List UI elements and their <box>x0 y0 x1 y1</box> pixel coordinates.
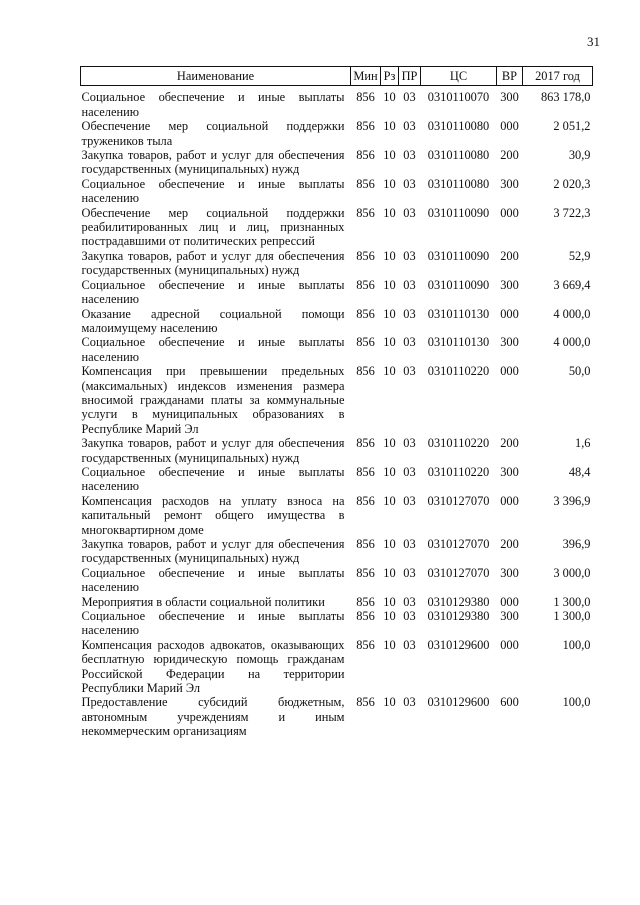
row-vr: 300 <box>500 90 519 105</box>
row-cs: 0310110220 <box>427 436 490 451</box>
row-vr: 300 <box>500 565 519 580</box>
row-amount: 100,0 <box>562 695 591 710</box>
row-name: Обеспечение мер социальной поддержки реабилитированных лиц и лиц, признанных пострадавшими от политических репрессий <box>81 205 345 249</box>
row-rz: 10 <box>383 637 396 652</box>
row-amount: 3 722,3 <box>553 205 591 220</box>
row-name: Социальное обеспечение и иные выплаты населению <box>81 90 345 119</box>
row-rz: 10 <box>383 594 396 609</box>
table-row <box>81 86 593 119</box>
page-number: 31 <box>587 34 600 49</box>
row-name: Социальное обеспечение и иные выплаты населению <box>81 335 345 364</box>
header-pr: ПР <box>399 67 421 86</box>
row-min: 856 <box>356 637 375 652</box>
row-vr: 200 <box>500 248 519 263</box>
row-pr: 03 <box>403 277 416 292</box>
row-name: Компенсация расходов на уплату взноса на капитальный ремонт общего имущества в многоквартирном доме <box>81 493 345 537</box>
row-min: 856 <box>356 248 375 263</box>
row-amount: 1,6 <box>575 436 591 451</box>
row-cs: 0310127070 <box>427 565 490 580</box>
row-vr: 300 <box>500 609 519 624</box>
header-rz: Рз <box>381 67 399 86</box>
row-min: 856 <box>356 609 375 624</box>
row-min: 856 <box>356 364 375 379</box>
table-row <box>81 249 593 278</box>
row-name: Социальное обеспечение и иные выплаты населению <box>81 176 345 206</box>
row-name: Закупка товаров, работ и услуг для обеспечения государственных (муниципальных) нужд <box>81 436 345 465</box>
table-row <box>81 206 593 249</box>
row-pr: 03 <box>403 335 416 350</box>
row-name: Социальное обеспечение и иные выплаты населению <box>81 609 345 638</box>
header-min: Мин <box>351 67 381 86</box>
row-vr: 000 <box>500 119 519 134</box>
table-row <box>81 436 593 465</box>
row-rz: 10 <box>383 119 396 134</box>
row-rz: 10 <box>383 248 396 263</box>
row-cs: 0310129600 <box>427 695 490 710</box>
row-pr: 03 <box>403 565 416 580</box>
row-pr: 03 <box>403 637 416 652</box>
table-row <box>81 537 593 566</box>
row-cs: 0310110220 <box>427 364 490 379</box>
row-rz: 10 <box>383 90 396 105</box>
row-rz: 10 <box>383 176 396 191</box>
table-row <box>81 566 593 595</box>
row-vr: 200 <box>500 148 519 163</box>
row-amount: 50,0 <box>568 364 591 379</box>
table-row <box>81 364 593 436</box>
table-row <box>81 307 593 336</box>
row-min: 856 <box>356 335 375 350</box>
row-rz: 10 <box>383 364 396 379</box>
row-min: 856 <box>356 565 375 580</box>
row-min: 856 <box>356 176 375 191</box>
row-min: 856 <box>356 90 375 105</box>
table-row <box>81 609 593 638</box>
row-amount: 100,0 <box>562 637 591 652</box>
row-min: 856 <box>356 148 375 163</box>
row-name: Предоставление субсидий бюджетным, автономным учреждениям и иным некоммерческим организациям <box>81 695 345 739</box>
row-vr: 600 <box>500 695 519 710</box>
row-vr: 300 <box>500 176 519 191</box>
row-name: Обеспечение мер социальной поддержки тружеников тыла <box>81 119 345 148</box>
row-min: 856 <box>356 537 375 551</box>
row-amount: 3 669,4 <box>553 277 591 292</box>
row-amount: 1 300,0 <box>553 609 591 624</box>
row-vr: 000 <box>500 637 519 652</box>
row-vr: 300 <box>500 464 519 479</box>
row-amount: 30,9 <box>568 148 591 163</box>
row-vr: 000 <box>500 306 519 321</box>
row-rz: 10 <box>383 205 396 220</box>
row-pr: 03 <box>403 436 416 451</box>
row-min: 856 <box>356 695 375 710</box>
row-pr: 03 <box>403 119 416 134</box>
row-name: Компенсация расходов адвокатов, оказывающих бесплатную юридическую помощь гражданам Российской Федерации на территории Республики Марий Эл <box>81 637 345 696</box>
row-name: Социальное обеспечение и иные выплаты населению <box>81 464 345 494</box>
row-cs: 0310110080 <box>427 119 490 134</box>
row-cs: 0310110090 <box>427 205 490 220</box>
row-pr: 03 <box>403 90 416 105</box>
row-vr: 300 <box>500 335 519 350</box>
row-cs: 0310129380 <box>427 594 490 609</box>
row-vr: 200 <box>500 436 519 451</box>
row-rz: 10 <box>383 436 396 451</box>
row-cs: 0310129600 <box>427 637 490 652</box>
table-row <box>81 638 593 696</box>
row-min: 856 <box>356 306 375 321</box>
row-amount: 2 020,3 <box>553 176 591 191</box>
row-cs: 0310110090 <box>427 277 490 292</box>
row-pr: 03 <box>403 695 416 710</box>
row-name: Мероприятия в области социальной политики <box>81 594 325 609</box>
table-row <box>81 335 593 364</box>
table-row <box>81 494 593 537</box>
row-cs: 0310110090 <box>427 248 490 263</box>
row-rz: 10 <box>383 537 396 551</box>
row-vr: 000 <box>500 364 519 379</box>
table-body <box>81 86 593 739</box>
row-pr: 03 <box>403 464 416 479</box>
row-min: 856 <box>356 277 375 292</box>
row-name: Социальное обеспечение и иные выплаты населению <box>81 565 345 595</box>
row-pr: 03 <box>403 493 416 508</box>
row-cs: 0310110220 <box>427 464 490 479</box>
row-rz: 10 <box>383 306 396 321</box>
row-cs: 0310110080 <box>427 148 490 163</box>
row-amount: 4 000,0 <box>553 306 591 321</box>
row-pr: 03 <box>403 609 416 624</box>
row-rz: 10 <box>383 565 396 580</box>
row-vr: 000 <box>500 493 519 508</box>
row-amount: 52,9 <box>568 248 591 263</box>
table-row <box>81 148 593 177</box>
row-pr: 03 <box>403 594 416 609</box>
row-rz: 10 <box>383 493 396 508</box>
row-amount: 1 300,0 <box>553 594 591 609</box>
row-pr: 03 <box>403 248 416 263</box>
row-pr: 03 <box>403 205 416 220</box>
row-rz: 10 <box>383 695 396 710</box>
row-vr: 200 <box>500 537 519 551</box>
row-vr: 000 <box>500 205 519 220</box>
row-cs: 0310110070 <box>427 90 490 105</box>
row-pr: 03 <box>403 176 416 191</box>
header-vr: ВР <box>497 67 523 86</box>
row-cs: 0310110080 <box>427 176 490 191</box>
row-name: Оказание адресной социальной помощи малоимущему населению <box>81 306 345 335</box>
row-pr: 03 <box>403 537 416 551</box>
row-min: 856 <box>356 119 375 134</box>
header-cs: ЦС <box>421 67 497 86</box>
row-min: 856 <box>356 493 375 508</box>
header-name: Наименование <box>81 67 351 86</box>
row-cs: 0310129380 <box>427 609 490 624</box>
table-row <box>81 595 593 609</box>
row-name: Закупка товаров, работ и услуг для обеспечения государственных (муниципальных) нужд <box>81 148 345 177</box>
row-cs: 0310127070 <box>427 493 490 508</box>
row-vr: 000 <box>500 594 519 609</box>
row-rz: 10 <box>383 609 396 624</box>
row-rz: 10 <box>383 335 396 350</box>
row-vr: 300 <box>500 277 519 292</box>
table-row <box>81 695 593 738</box>
row-name: Закупка товаров, работ и услуг для обеспечения государственных (муниципальных) нужд <box>81 537 345 566</box>
row-min: 856 <box>356 436 375 451</box>
row-cs: 0310110130 <box>427 335 490 350</box>
row-cs: 0310110130 <box>427 306 490 321</box>
row-amount: 2 051,2 <box>553 119 591 134</box>
row-name: Закупка товаров, работ и услуг для обеспечения государственных (муниципальных) нужд <box>81 248 345 278</box>
row-cs: 0310127070 <box>427 537 490 551</box>
table-row <box>81 278 593 307</box>
header-year: 2017 год <box>523 67 593 86</box>
table-header-row <box>81 67 593 86</box>
row-amount: 3 396,9 <box>553 493 591 508</box>
row-min: 856 <box>356 464 375 479</box>
row-pr: 03 <box>403 306 416 321</box>
row-rz: 10 <box>383 464 396 479</box>
row-amount: 4 000,0 <box>553 335 591 350</box>
row-name: Компенсация при превышении предельных (максимальных) индексов изменения размера вносимой гражданами платы за коммунальные услуги в муниципальных образованиях в Республике Марий Эл <box>81 364 345 436</box>
row-pr: 03 <box>403 148 416 163</box>
row-name: Социальное обеспечение и иные выплаты населению <box>81 277 345 307</box>
row-pr: 03 <box>403 364 416 379</box>
row-rz: 10 <box>383 148 396 163</box>
row-min: 856 <box>356 594 375 609</box>
table-row <box>81 465 593 494</box>
row-amount: 396,9 <box>562 537 591 551</box>
row-amount: 863 178,0 <box>540 90 591 105</box>
row-amount: 48,4 <box>568 464 591 479</box>
budget-table <box>80 66 593 739</box>
table-row <box>81 119 593 148</box>
row-rz: 10 <box>383 277 396 292</box>
row-min: 856 <box>356 205 375 220</box>
row-amount: 3 000,0 <box>553 565 591 580</box>
table-row <box>81 177 593 206</box>
